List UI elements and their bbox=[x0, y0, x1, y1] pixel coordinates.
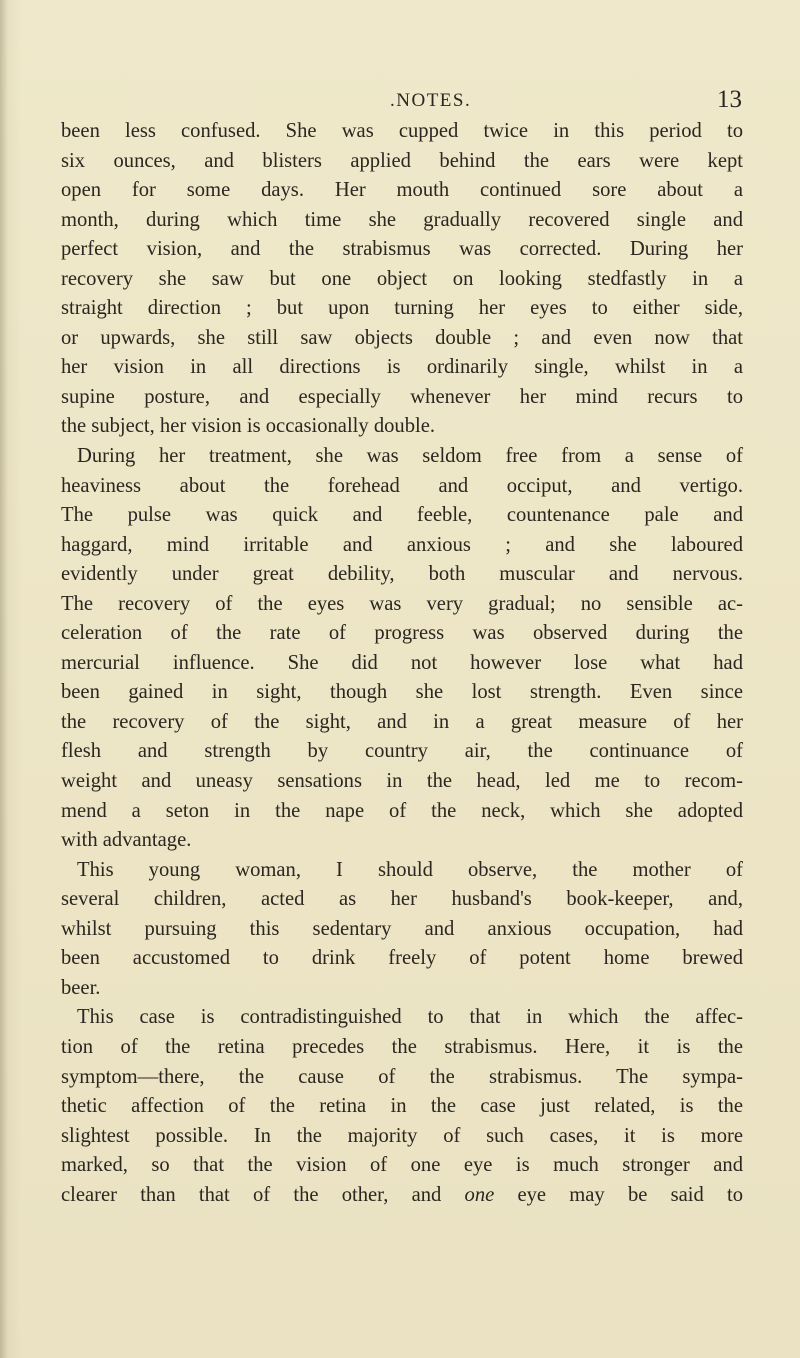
page-header bbox=[0, 86, 800, 116]
text-line: whilst pursuing this sedentary and anxious occupation, had bbox=[61, 917, 743, 940]
text-line: symptom—there, the cause of the strabismus. The sympa- bbox=[61, 1065, 743, 1088]
text-line: This case is contradistinguished to that in which the affec- bbox=[77, 1006, 743, 1029]
text-line: weight and uneasy sensations in the head, led me to recom- bbox=[61, 770, 743, 793]
text-line: celeration of the rate of progress was observed during the bbox=[61, 622, 743, 645]
gutter-shadow bbox=[0, 0, 8, 1358]
text-line: thetic affection of the retina in the case just related, is the bbox=[61, 1095, 743, 1118]
text-line: perfect vision, and the strabismus was corrected. During her bbox=[61, 238, 743, 261]
text-line: The recovery of the eyes was very gradual; no sensible ac- bbox=[61, 592, 743, 615]
text-line: the recovery of the sight, and in a great measure of her bbox=[61, 710, 743, 733]
running-head: .NOTES. bbox=[390, 90, 472, 111]
text-line: her vision in all directions is ordinarily single, whilst in a bbox=[61, 356, 743, 379]
text-line: mend a seton in the nape of the neck, which she adopted bbox=[61, 799, 743, 822]
text-line: straight direction ; but upon turning her eyes to either side, bbox=[61, 297, 743, 320]
text-line: supine posture, and especially whenever her mind recurs to bbox=[61, 385, 743, 408]
text-line: haggard, mind irritable and anxious ; and she laboured bbox=[61, 533, 743, 556]
text-line: heaviness about the forehead and occiput, and vertigo. bbox=[61, 474, 743, 497]
text-line: flesh and strength by country air, the continuance of bbox=[61, 740, 743, 763]
text-line: evidently under great debility, both muscular and nervous. bbox=[61, 563, 743, 586]
text-line: or upwards, she still saw objects double ; and even now that bbox=[61, 326, 743, 349]
text-line: tion of the retina precedes the strabismus. Here, it is the bbox=[61, 1035, 743, 1058]
text-line: open for some days. Her mouth continued sore about a bbox=[61, 179, 743, 202]
text-line: month, during which time she gradually recovered single and bbox=[61, 208, 743, 231]
text-line: mercurial influence. She did not however lose what had bbox=[61, 651, 743, 674]
text-line: several children, acted as her husband's book-keeper, and, bbox=[61, 888, 743, 911]
text-line: During her treatment, she was seldom free from a sense of bbox=[77, 445, 743, 468]
text-line: been accustomed to drink freely of potent home brewed bbox=[61, 947, 743, 970]
text-line: This young woman, I should observe, the mother of bbox=[77, 858, 743, 881]
text-line: recovery she saw but one object on looking stedfastly in a bbox=[61, 267, 743, 290]
text-line: the subject, her vision is occasionally double. bbox=[61, 415, 436, 438]
text-line: six ounces, and blisters applied behind the ears were kept bbox=[61, 149, 743, 172]
emphasis-text: one bbox=[464, 1183, 495, 1206]
text-line: slightest possible. In the majority of such cases, it is more bbox=[61, 1124, 743, 1147]
body-text bbox=[61, 117, 743, 1210]
text-line: marked, so that the vision of one eye is much stronger and bbox=[61, 1154, 743, 1177]
page-number: 13 bbox=[717, 86, 742, 113]
text-line: with advantage. bbox=[61, 829, 192, 852]
text-line: been less confused. She was cupped twice in this period to bbox=[61, 120, 743, 142]
text-line: been gained in sight, though she lost strength. Even since bbox=[61, 681, 743, 704]
text-line: The pulse was quick and feeble, countenance pale and bbox=[61, 504, 743, 527]
text-line: clearer than that of the other, and one eye may be said to bbox=[61, 1183, 744, 1206]
text-line: beer. bbox=[61, 976, 101, 999]
